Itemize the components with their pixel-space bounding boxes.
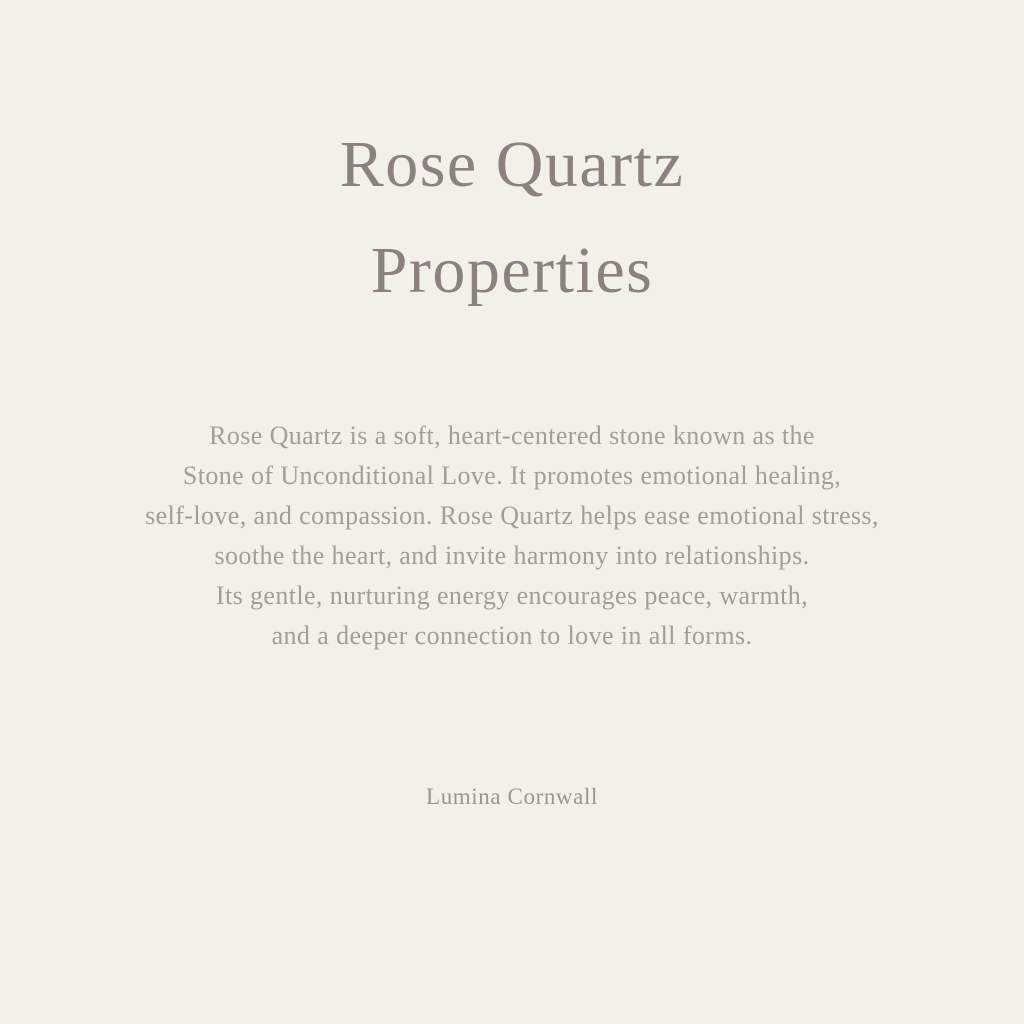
page-title: [340, 112, 685, 324]
description-line: soothe the heart, and invite harmony into relationships.: [214, 541, 810, 570]
title-line-1: Rose Quartz: [339, 128, 685, 201]
description-text: [145, 416, 879, 656]
author-credit: Lumina Cornwall: [426, 784, 598, 809]
description-line: Its gentle, nurturing energy encourages peace, warmth,: [215, 581, 809, 610]
title-line-2: Properties: [370, 234, 654, 307]
description-line: Stone of Unconditional Love. It promotes emotional healing,: [182, 461, 842, 490]
description-line: self-love, and compassion. Rose Quartz helps ease emotional stress,: [145, 501, 879, 530]
description-line: and a deeper connection to love in all forms.: [271, 621, 753, 650]
description-line: Rose Quartz is a soft, heart-centered stone known as the: [209, 421, 815, 450]
